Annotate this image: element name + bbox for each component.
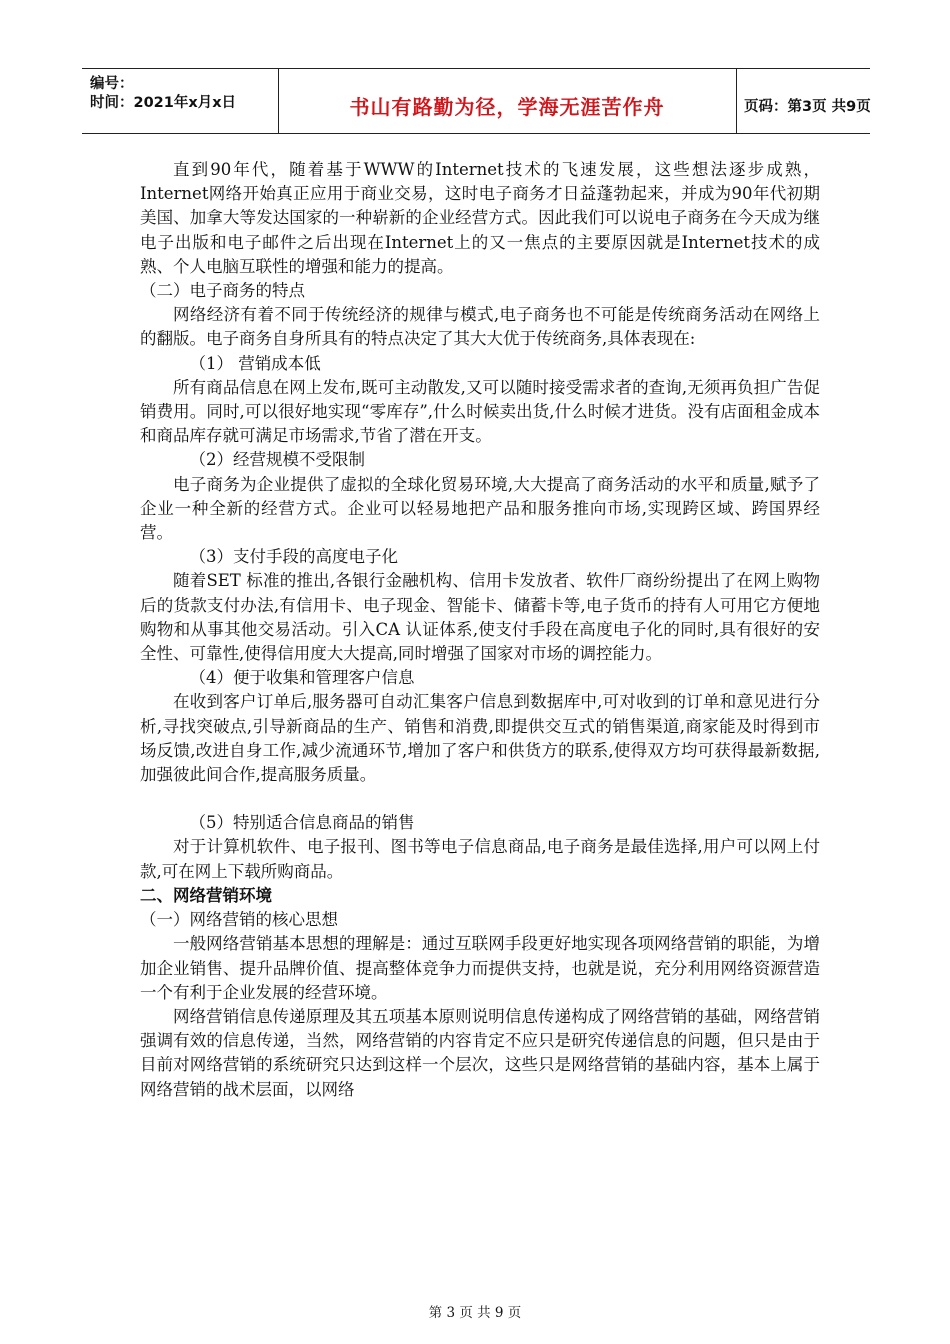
feature-2-title: （2）经营规模不受限制 (189, 450, 365, 470)
feature-5-title: （5）特别适合信息商品的销售 (189, 813, 415, 833)
paragraph-features-intro: 网络经济有着不同于传统经济的规律与模式,电子商务也不可能是传统商务活动在网络上的翻版。电子商务自身所具有的特点决定了其大大优于传统商务,具体表现在: (140, 305, 820, 349)
feature-5-text: 对于计算机软件、电子报刊、图书等电子信息商品,电子商务是最佳选择,用户可以网上付款,可在网上下载所购商品。 (140, 837, 820, 881)
feature-4-title: （4）便于收集和管理客户信息 (189, 668, 415, 688)
header-page-number: 页码：第3页 共9页 (744, 99, 871, 115)
paragraph-history: 直到90年代，随着基于WWW的Internet技术的飞速发展，这些想法逐步成熟，Internet网络开始真正应用于商业交易，这时电子商务才日益蓬勃起来，并成为90年代初期美国、加拿大等发达国家的一种崭新的企业经营方式。因此我们可以说电子商务在今天成为继电子出版和电子邮件之后出现在Internet上的又一焦点的主要原因就是Internet技术的成熟、个人电脑互联性的增强和能力的提高。 (140, 160, 820, 276)
paragraph-core-idea: 一般网络营销基本思想的理解是：通过互联网手段更好地实现各项网络营销的职能，为增加企业销售、提升品牌价值、提高整体竞争力而提供支持，也就是说，充分利用网络资源营造一个有利于企业发展的经营环境。 (140, 934, 820, 1002)
section-heading-environment: 二、网络营销环境 (140, 885, 272, 905)
doc-date: 时间：2021年x月x日 (90, 95, 237, 111)
page-header (82, 68, 870, 134)
header-left-cell (82, 69, 279, 133)
feature-3-title: （3）支付手段的高度电子化 (189, 547, 398, 567)
page-footer: 第 3 页 共 9 页 (428, 1305, 522, 1321)
doc-id-label: 编号： (90, 76, 134, 92)
feature-2-text: 电子商务为企业提供了虚拟的全球化贸易环境,大大提高了商务活动的水平和质量,赋予了企业一种全新的经营方式。企业可以轻易地把产品和服务推向市场,实现跨区域、跨国界经营。 (140, 474, 820, 543)
heading-features: （二）电子商务的特点 (140, 281, 305, 301)
feature-4-text: 在收到客户订单后,服务器可自动汇集客户信息到数据库中,可对收到的订单和意见进行分析,寻找突破点,引导新商品的生产、销售和消费,即提供交互式的销售渠道,商家能及时得到市场反馈,改进自身工作,减少流通环节,增加了客户和供货方的联系,使得双方均可获得最新数据,加强彼此间合作,提高服务质量。 (140, 692, 820, 785)
feature-1-text: 所有商品信息在网上发布,既可主动散发,又可以随时接受需求者的查询,无须再负担广告促销费用。同时,可以很好地实现“零库存”,什么时候卖出货,什么时候才进货。没有店面租金成本和商品库存就可满足市场需求,节省了潜在开支。 (140, 377, 820, 446)
feature-1-title: （1） 营销成本低 (189, 353, 321, 373)
paragraph-information-transfer: 网络营销信息传递原理及其五项基本原则说明信息传递构成了网络营销的基础，网络营销强调有效的信息传递，当然，网络营销的内容肯定不应只是研究传递信息的问题，但只是由于目前对网络营销的系统研究只达到这样一个层次，这些只是网络营销的基础内容，基本上属于网络营销的战术层面，以网络 (140, 1006, 820, 1099)
feature-3-text: 随着SET 标准的推出,各银行金融机构、信用卡发放者、软件厂商纷纷提出了在网上购物后的货款支付办法,有信用卡、电子现金、智能卡、储蓄卡等,电子货币的持有人可用它方便地购物和从事其他交易活动。引入CA 认证体系,使支付手段在高度电子化的同时,具有很好的安全性、可靠性,使得信用度大大提高,同时增强了国家对市场的调控能力。 (140, 571, 820, 664)
spacer (140, 787, 820, 811)
header-right-cell (736, 69, 870, 133)
subheading-core-idea: （一）网络营销的核心思想 (140, 910, 338, 930)
document-body (140, 158, 820, 1102)
header-middle-cell (278, 69, 737, 133)
header-motto: 书山有路勤为径，学海无涯苦作舟 (349, 95, 665, 119)
